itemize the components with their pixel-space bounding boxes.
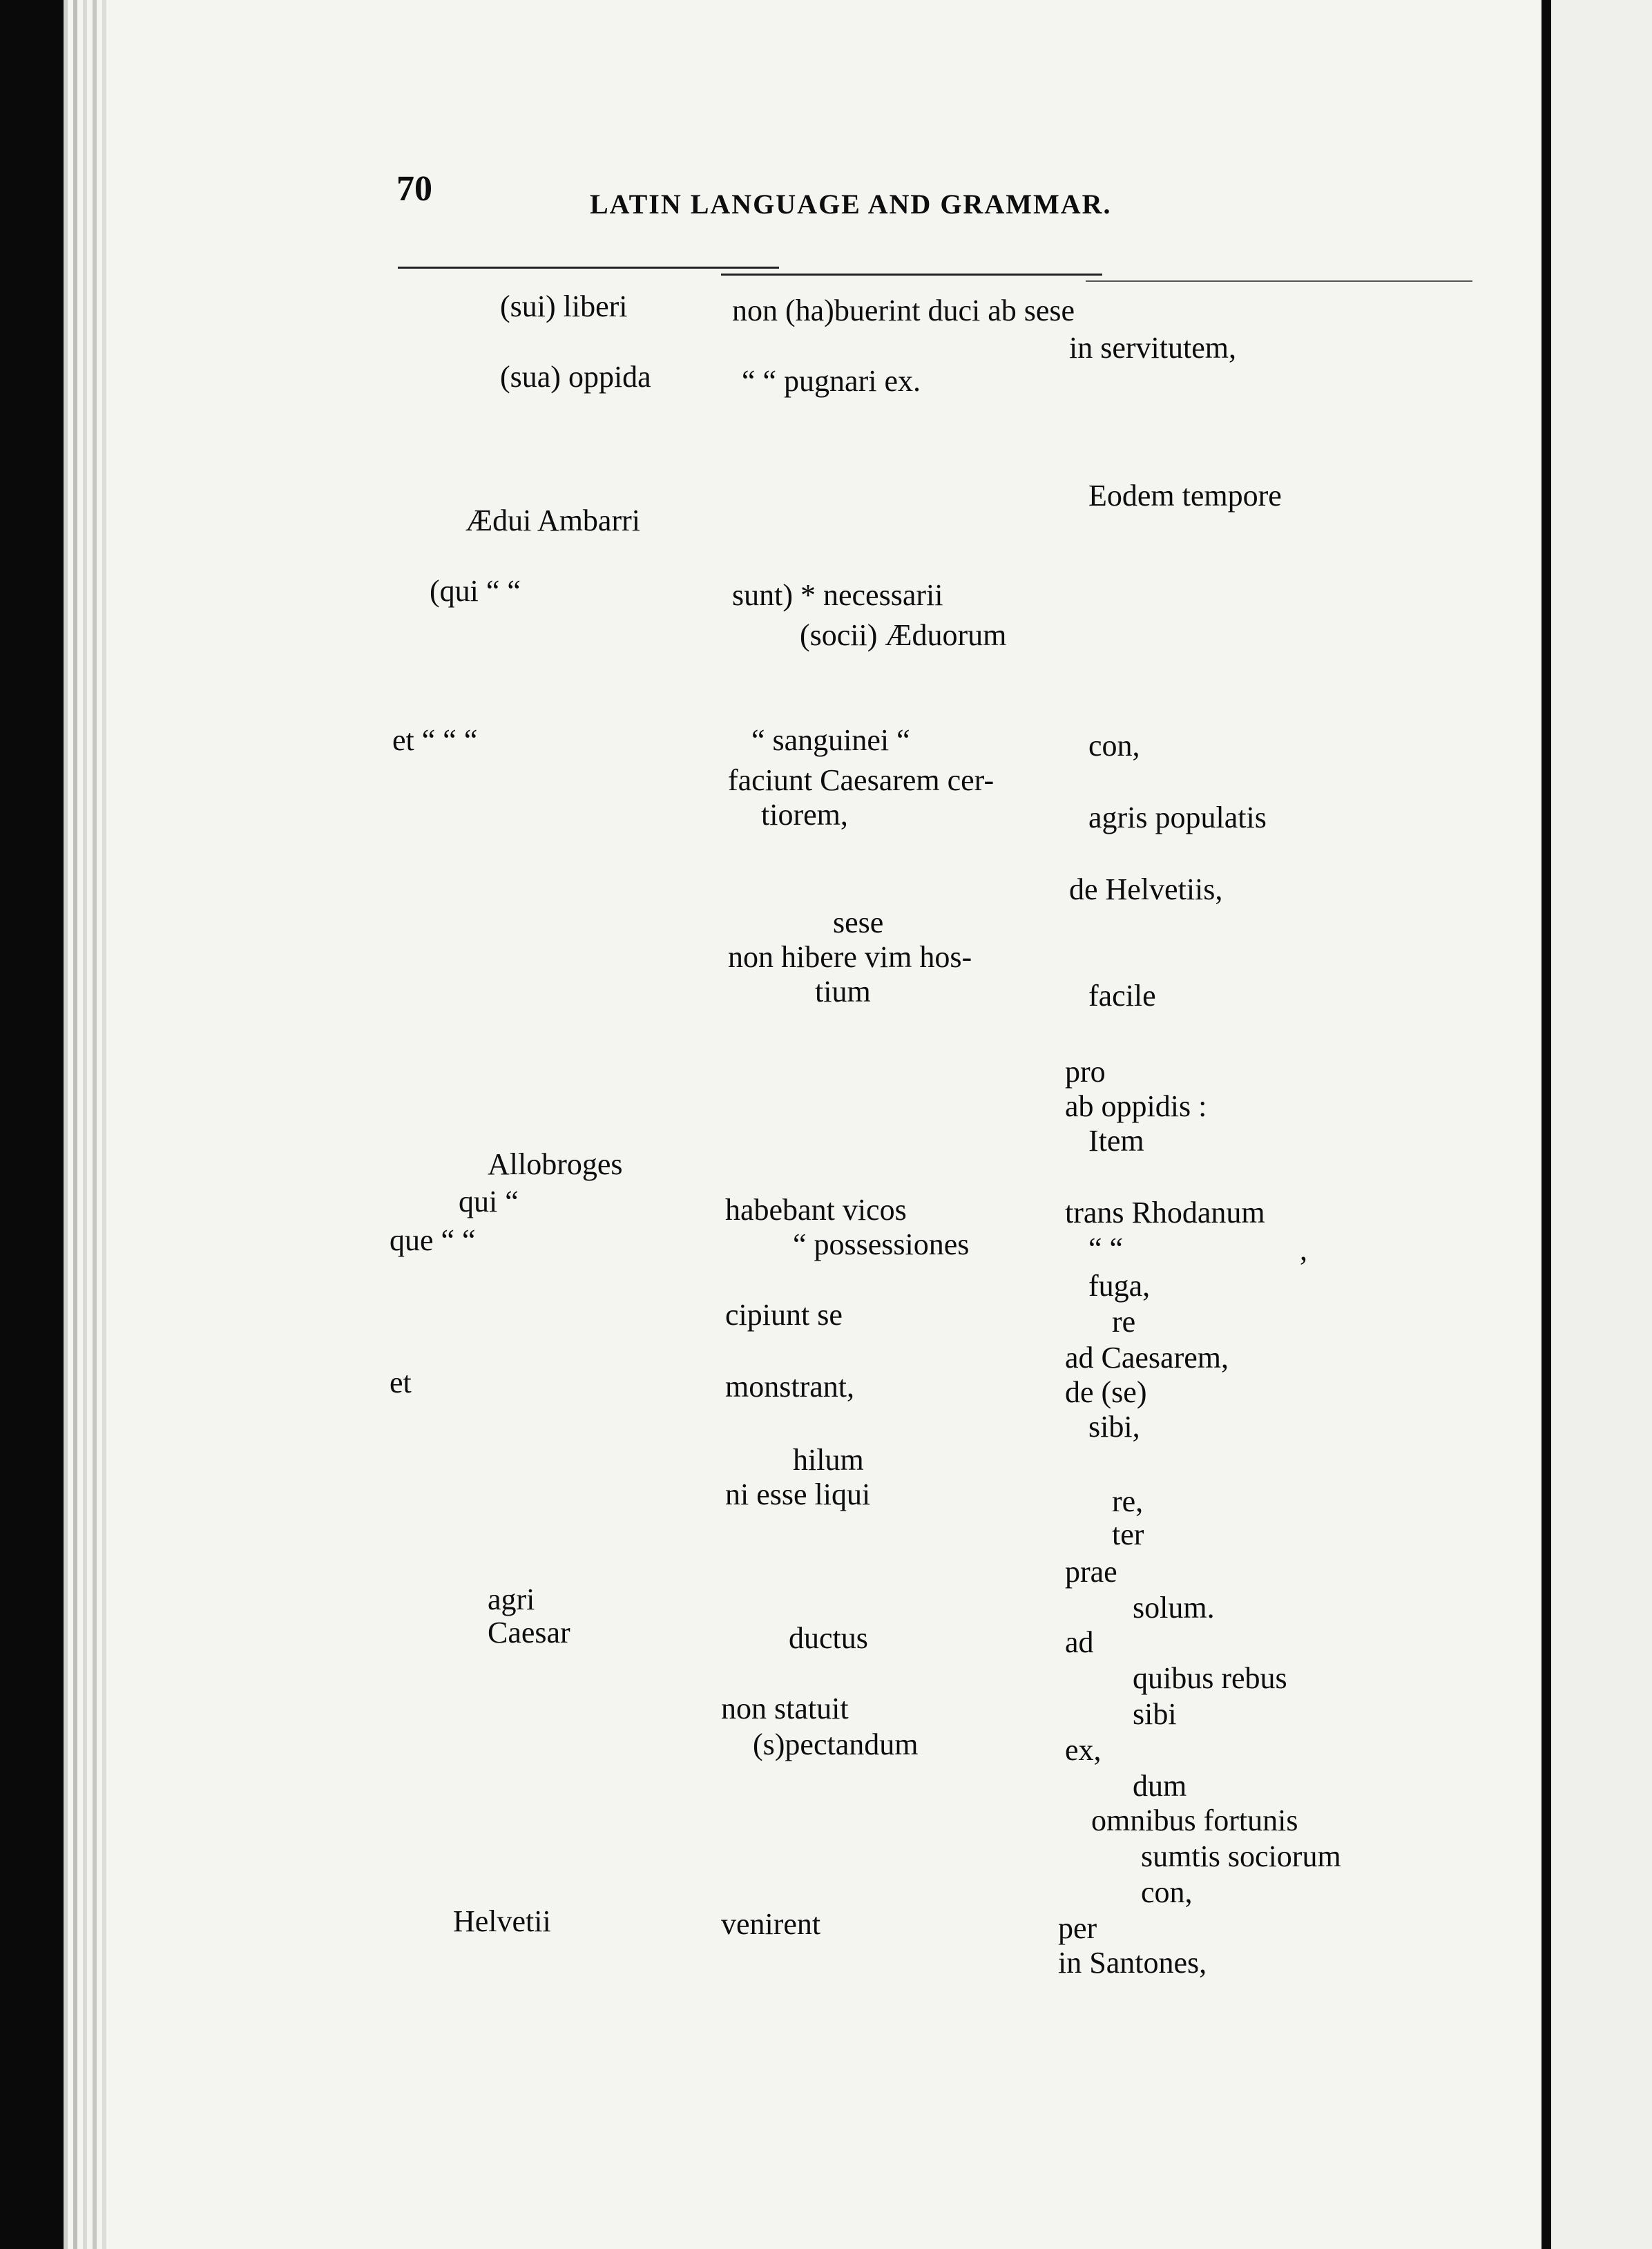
col3-ditto: “ “ xyxy=(1088,1232,1124,1265)
col2-sese: sese xyxy=(833,906,884,939)
col1-aedui-ambarri: Ædui Ambarri xyxy=(465,504,640,537)
col2-ni-esse: ni esse liqui xyxy=(725,1477,871,1511)
col3-sibi: sibi, xyxy=(1088,1410,1140,1444)
col3-fuga: fuga, xyxy=(1088,1269,1151,1303)
col3-facile: facile xyxy=(1088,979,1156,1013)
column-rule xyxy=(721,274,1102,276)
col3-con-2: con, xyxy=(1141,1875,1193,1909)
col3-de-se: de (se) xyxy=(1065,1375,1147,1409)
col3-quibus-rebus: quibus rebus xyxy=(1133,1661,1287,1695)
col3-ad-caesarem: ad Caesarem, xyxy=(1065,1341,1229,1375)
col3-comma: , xyxy=(1300,1233,1307,1267)
page-edge xyxy=(64,0,68,2249)
col3-ab-oppidis: ab oppidis : xyxy=(1065,1089,1207,1123)
col3-sibi-2: sibi xyxy=(1133,1697,1177,1731)
col3-re-comma: re, xyxy=(1112,1484,1144,1518)
col3-solum: solum. xyxy=(1133,1591,1215,1625)
page-edge xyxy=(102,0,106,2249)
col2-monstrant: monstrant, xyxy=(725,1370,854,1404)
col3-eodem-tempore: Eodem tempore xyxy=(1088,479,1282,513)
page-edge xyxy=(83,0,87,2249)
col2-ductus: ductus xyxy=(789,1621,868,1655)
col3-in-servitutem: in servitutem, xyxy=(1069,331,1236,365)
col3-sumtis-sociorum: sumtis sociorum xyxy=(1141,1839,1341,1873)
facing-page-edge xyxy=(1551,0,1652,2249)
col2-sanguinei: “ sanguinei “ xyxy=(751,723,910,757)
col3-prae: prae xyxy=(1065,1555,1117,1589)
column-rule xyxy=(398,267,779,269)
col2-sunt-necessarii: sunt) * necessarii xyxy=(732,578,943,612)
col1-qui: qui “ xyxy=(459,1185,519,1218)
col1-sui-liberi: (sui) liberi xyxy=(500,289,628,323)
col2-non-hibere: non hibere vim hos- xyxy=(728,940,972,974)
col3-pro: pro xyxy=(1065,1055,1106,1089)
col1-agri: agri xyxy=(488,1582,535,1616)
page-gutter xyxy=(1541,0,1551,2249)
col3-dum: dum xyxy=(1133,1769,1187,1803)
col2-non-habuerint: non (ha)buerint duci ab sese xyxy=(732,294,1075,327)
col1-sua-oppida: (sua) oppida xyxy=(500,360,651,394)
col2-possessiones: “ possessiones xyxy=(793,1227,970,1261)
page-edge xyxy=(93,0,97,2249)
col2-non-statuit: non statuit xyxy=(721,1692,849,1725)
col3-per: per xyxy=(1058,1911,1097,1945)
col3-de-helvetiis: de Helvetiis, xyxy=(1069,872,1223,906)
page-edge xyxy=(73,0,77,2249)
col2-venirent: venirent xyxy=(721,1907,821,1941)
col1-et: et xyxy=(390,1366,412,1399)
col2-spectandum: (s)pectandum xyxy=(753,1728,919,1761)
col2-faciunt: faciunt Caesarem cer- xyxy=(728,763,995,797)
running-title: LATIN LANGUAGE AND GRAMMAR. xyxy=(590,189,1112,220)
col1-caesar: Caesar xyxy=(488,1616,570,1649)
page-number: 70 xyxy=(396,169,432,209)
col2-socii-aeduorum: (socii) Æduorum xyxy=(800,618,1007,652)
col3-omnibus-fortunis: omnibus fortunis xyxy=(1091,1803,1298,1837)
col3-con: con, xyxy=(1088,729,1140,763)
col1-que-ditto: que “ “ xyxy=(390,1223,476,1257)
col3-ter: ter xyxy=(1112,1518,1144,1551)
col1-qui-ditto: (qui “ “ xyxy=(430,574,521,608)
col3-item: Item xyxy=(1088,1124,1144,1158)
col2-tium: tium xyxy=(815,975,871,1008)
col2-hilum: hilum xyxy=(793,1443,864,1477)
col2-cipiunt: cipiunt se xyxy=(725,1298,843,1332)
book-page xyxy=(64,0,1541,2249)
col3-ex: ex, xyxy=(1065,1733,1102,1767)
col2-tiorem: tiorem, xyxy=(761,798,848,832)
col3-ad: ad xyxy=(1065,1625,1094,1659)
col1-allobroges: Allobroges xyxy=(488,1147,623,1181)
column-rule xyxy=(1086,280,1472,282)
col3-agris-populatis: agris populatis xyxy=(1088,801,1267,834)
col3-trans-rhodanum: trans Rhodanum xyxy=(1065,1196,1265,1229)
col2-ditto-pugnari: “ “ pugnari ex. xyxy=(742,364,921,398)
col3-in-santones: in Santones, xyxy=(1058,1946,1207,1980)
col1-et-ditto: et “ “ “ xyxy=(392,723,478,757)
col1-helvetii: Helvetii xyxy=(453,1904,551,1938)
col3-re: re xyxy=(1112,1305,1136,1339)
col2-habebant: habebant vicos xyxy=(725,1193,907,1227)
